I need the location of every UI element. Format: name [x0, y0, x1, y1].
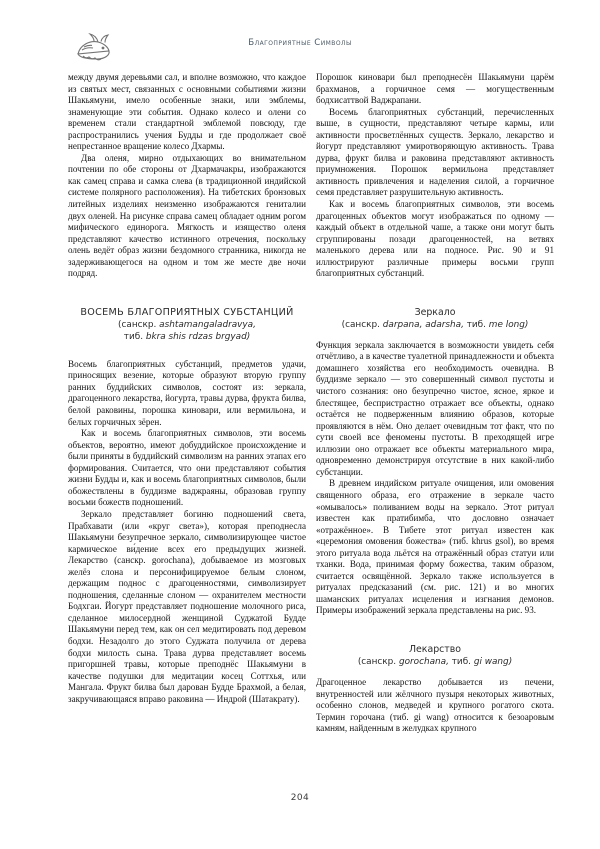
paragraph: Как и восемь благоприятных символов, эти восемь объектов, вероятно, имеют добуддийское происхождение и были приняты в буддийский символизм на ранних этапах его формирования. Считается, что они представляют события жизни Будды и, как и восемь благоприятных символов, были обожествлены в буддизме ваджраяны, образовав группу восьми божеств подношений.	[68, 428, 306, 508]
subtitle-mid: тиб.	[448, 656, 474, 667]
spacer	[68, 343, 306, 359]
subtitle-latin: bkra shis rdzas brgyad)	[145, 331, 251, 342]
subtitle-prefix: (санскр.	[118, 319, 160, 330]
subtitle-latin: me long)	[488, 319, 529, 330]
subtitle-latin: gorochana,	[398, 656, 449, 667]
spacer	[316, 280, 554, 306]
spacer	[316, 668, 554, 677]
paragraph: Два оленя, мирно отдыхающих во внимательном почтении по обе стороны от Дхармачакры, изображаются как самец справа и самка слева (в традиционной индийской системе полярного расположения). На тибетских бронзовых литейных изделиях неизменно изображаются гениталии двух оленей. На рисунке справа самец обладает одним рогом мифического единорога. Мягкость и изящество оленя представляют качество истинного отречения, поскольку олень ведёт образ жизни бездомного странника, никогда не задерживающегося на одном и том же месте две ночи подряд.	[68, 152, 306, 279]
page-number: 204	[290, 793, 310, 803]
right-column	[316, 72, 554, 735]
paragraph: Драгоценное лекарство добывается из печени, внутренностей или жёлчного пузыря некоторых животных, особенно слонов, медведей и крупного рогатого скота. Термин горочана (тиб. gi wang) относится к безоаровым камням, найденным в желудках крупного	[316, 676, 554, 734]
subtitle-prefix: тиб.	[123, 331, 146, 342]
paragraph: Зеркало представляет богиню подношений света, Прабхавати (или «круг света»), которая преподнесла Шакьямуни безупречное зеркало, символизирующее чистое кармическое ви́дение всех его предыдущих жизней. Лекарство (санскр. gorochana), добываемое из мозговых желёз слона и персонифицируемое белым слоном, держащим поднос с драгоценностями, символизирует подношения, сделанные слоном — охранителем местности Бодхгаи. Йогурт представляет подношение молочного риса, сделанное милосердной женщиной Суджатой Будде Шакьямуни перед тем, как он сел медитировать под деревом бодхи. Незадолго до этого Суджата получила от дерева бодхи милость сына. Трава дурва представляет восемь пригоршней травы, которые преподнёс Шакьямуни в качестве подушки для медитации косец Соттхья, или Мангала. Фрукт билва был дарован Будде Брахмой, а белая, закручивающаяся вправо раковина — Индрой (Шатакрату).	[68, 508, 306, 704]
subtitle-latin: ashtamangaladravya,	[159, 319, 256, 330]
subtitle-prefix: (санскр.	[357, 656, 399, 667]
subtitle-latin: gi wang)	[473, 656, 513, 667]
subtitle-latin: darpana, adarsha,	[382, 319, 464, 330]
page-header	[62, 26, 538, 72]
subsection-subtitle-medicine	[316, 656, 554, 668]
section-subtitle-line-1	[68, 319, 306, 331]
paragraph: Восемь благоприятных субстанций, предметов удачи, приносящих везение, которые образуют вторую группу ранних буддийских символов, состоят из: зеркала, драгоценного лекарства, йогурта, травы дурва, фрукта билва, белой раковины, порошка киновари, или вермильона, и белых горчичных зёрен.	[68, 358, 306, 427]
left-column	[68, 72, 306, 705]
paragraph: Восемь благоприятных субстанций, перечисленных выше, в сущности, представляют четыре кармы, или активности просветлённых существ. Зеркало, лекарство и йогурт представляют умиротворяющую активность. Трава дурва, фрукт билва и раковина представляют активность приумножения. Порошок вермильона представляет активность привлечения и наделения силой, а горчичное семя представляет разрушительную активность.	[316, 106, 554, 198]
section-subtitle-line-2	[68, 331, 306, 343]
subtitle-mid: тиб.	[463, 319, 489, 330]
spacer	[316, 617, 554, 643]
spacer	[68, 280, 306, 306]
paragraph: между двумя деревьями сал, и вполне возможно, что каждое из святых мест, связанных с основными событиями жизни Шакьямуни, имело особенные знаки, или эмблемы, знаменующие эти события. Однако колесо и олени со временем стали стандартной эмблемой повсюду, где распространились учения Будды и где продолжает своё непрестанное вращение колесо Дхармы.	[68, 72, 306, 152]
subsection-heading-mirror: Зеркало	[414, 306, 456, 318]
paragraph: Как и восемь благоприятных символов, эти восемь драгоценных объектов могут изображаться по одному — каждый объект в отдельной чаше, а также они могут быть сгруппированы позади драгоценностей, на ветвях маленького дерева или на подносе. Рис. 90 и 91 иллюстрируют различные примеры восьми групп благоприятных субстанций.	[316, 199, 554, 279]
fish-ornament-icon	[70, 28, 116, 68]
subsection-subtitle-mirror	[316, 319, 554, 331]
paragraph: Порошок киновари был преподнесён Шакьямуни царём брахманов, а горчичное семя — могущественным бодхисаттвой Ваджрапани.	[316, 72, 554, 106]
paragraph: Функция зеркала заключается в возможности увидеть себя отчётливо, а в качестве туалетной принадлежности и объекта домашнего хозяйства его необходимость очевидна. В буддизме зеркало — это совершенный символ пустоты и чистого сознания: оно безупречно чистое, ясное, яркое и блестящее, беспристрастно отражает все объекты, однако остаётся не подверженным влиянию образов, которые проявляются в нём. Оно делает очевидным тот факт, что по сути своей все феномены пустоты. В преходящей игре иллюзии оно отражает все объекты материального мира, одновременно демонстрируя отсутствие в них какой-либо субстанции.	[316, 339, 554, 477]
section-heading: ВОСЕМЬ БЛАГОПРИЯТНЫХ СУБСТАНЦИЙ	[80, 306, 294, 318]
subsection-heading-medicine: Лекарство	[408, 643, 462, 655]
header-title: Благоприятные Символы	[248, 38, 352, 48]
paragraph: В древнем индийском ритуале очищения, или омовения священного образа, его отражение в зеркале часто «омывалось» поливанием воды на зеркало. Этот ритуал известен как пратибимба, что дословно означает «отражённое». В Тибете этот ритуал известен как «церемония омовения божества» (тиб. khrus gsol), во время этого ритуала вода льётся на отражённый образ статуи или тханки. Вода, принимая форму божества, таким образом, считается освящённой. Зеркало также используется в ритуалах предсказаний (см. рис. 121) и во многих шаманских ритуалах исцеления и изгнания демонов. Примеры изображений зеркала представлены на рис. 93.	[316, 478, 554, 616]
subtitle-prefix: (санскр.	[341, 319, 383, 330]
spacer	[316, 331, 554, 340]
